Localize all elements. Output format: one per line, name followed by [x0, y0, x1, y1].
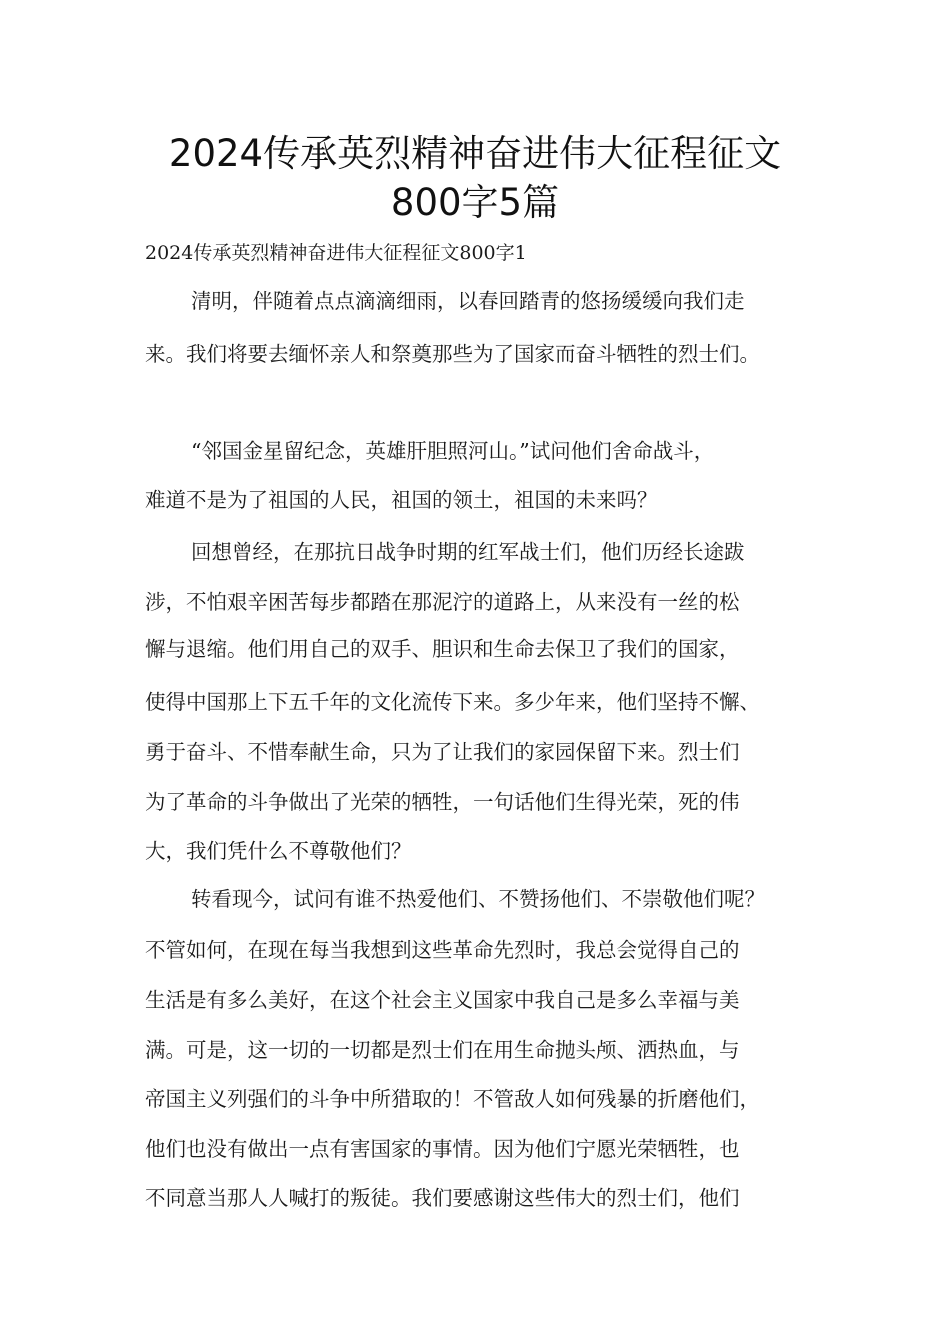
paragraph-line: 来。我们将要去缅怀亲人和祭奠那些为了国家而奋斗牺牲的烈士们。 — [145, 342, 760, 366]
paragraph-line: 回想曾经，在那抗日战争时期的红军战士们，他们历经长途跋 — [191, 540, 745, 564]
document-title-line-2: 800字5篇 — [390, 181, 560, 224]
paragraph-line: 不管如何，在现在每当我想到这些革命先烈时，我总会觉得自己的 — [145, 938, 740, 962]
paragraph-line: 涉，不怕艰辛困苦每步都踏在那泥泞的道路上，从来没有一丝的松 — [145, 590, 740, 614]
paragraph-line: “邻国金星留纪念，英雄肝胆照河山。”试问他们舍命战斗， — [191, 439, 715, 463]
document-title-line-1: 2024传承英烈精神奋进伟大征程征文 — [168, 132, 782, 175]
paragraph-line: 他们也没有做出一点有害国家的事情。因为他们宁愿光荣牺牲，也 — [145, 1137, 740, 1161]
paragraph-line: 难道不是为了祖国的人民，祖国的领土，祖国的未来吗？ — [145, 488, 658, 512]
paragraph-line: 生活是有多么美好，在这个社会主义国家中我自己是多么幸福与美 — [145, 988, 740, 1012]
paragraph-line: 为了革命的斗争做出了光荣的牺牲，一句话他们生得光荣，死的伟 — [145, 790, 740, 814]
paragraph-line: 勇于奋斗、不惜奉献生命，只为了让我们的家园保留下来。烈士们 — [145, 740, 740, 764]
paragraph-line: 转看现今，试问有谁不热爱他们、不赞扬他们、不崇敬他们呢？ — [191, 887, 765, 911]
paragraph-line: 懈与退缩。他们用自己的双手、胆识和生命去保卫了我们的国家， — [145, 637, 740, 661]
paragraph-line: 大，我们凭什么不尊敬他们？ — [145, 839, 412, 863]
paragraph-line: 不同意当那人人喊打的叛徒。我们要感谢这些伟大的烈士们，他们 — [145, 1186, 740, 1210]
paragraph-line: 使得中国那上下五千年的文化流传下来。多少年来，他们坚持不懈、 — [145, 690, 760, 714]
paragraph-line: 满。可是，这一切的一切都是烈士们在用生命抛头颅、洒热血，与 — [145, 1038, 740, 1062]
paragraph-line: 帝国主义列强们的斗争中所猎取的！不管敌人如何残暴的折磨他们， — [145, 1087, 760, 1111]
section-heading: 2024传承英烈精神奋进伟大征程征文800字1 — [145, 242, 527, 264]
paragraph-line: 清明，伴随着点点滴滴细雨，以春回踏青的悠扬缓缓向我们走 — [191, 289, 745, 313]
